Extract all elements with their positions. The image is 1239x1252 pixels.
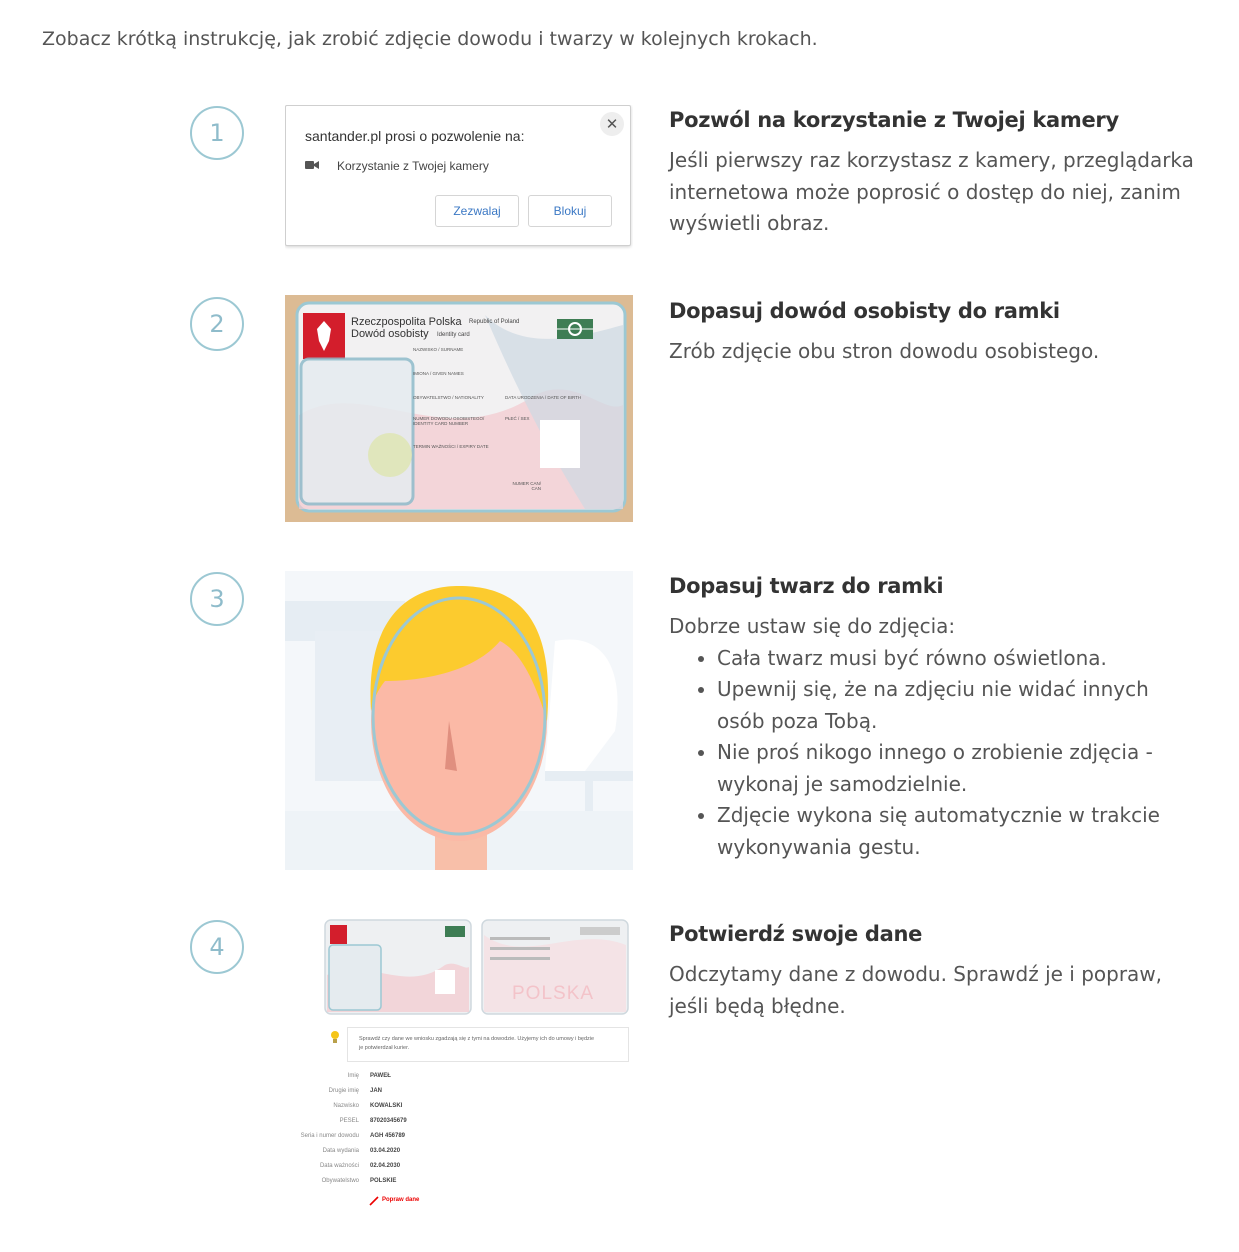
data-label: Imię (347, 1073, 359, 1079)
step-description (669, 611, 1209, 863)
camera-permission-illustration (285, 105, 633, 250)
info-note-text: Sprawdź czy dane we wniosku zgadzają się z tymi na dowodzie. Użyjemy ich do umowy i będzie je potwierdzał kurier. (359, 1036, 595, 1051)
data-value: 87020345679 (370, 1118, 407, 1124)
lightbulb-icon (330, 1030, 340, 1044)
step-description: Zrób zdjęcie obu stron dowodu osobistego. (669, 339, 1100, 363)
card-field-nationality: OBYWATELSTWO / NATIONALITY (413, 395, 484, 400)
data-value: AGH 456789 (370, 1133, 406, 1139)
data-value: 03.04.2020 (370, 1148, 401, 1154)
step-number: 4 (190, 920, 244, 974)
face-illustration (285, 571, 633, 870)
pencil-icon (369, 1196, 379, 1206)
card-field-surname: NAZWISKO / SURNAME (413, 347, 464, 352)
data-value: JAN (370, 1088, 383, 1094)
close-icon[interactable]: ✕ (600, 112, 624, 136)
step-number: 3 (190, 572, 244, 626)
card-country: Rzeczpospolita Polska (351, 316, 462, 328)
intro-text: Zobacz krótką instrukcję, jak zrobić zdjęcie dowodu i twarzy w kolejnych krokach. (42, 28, 818, 50)
permission-text: Korzystanie z Twojej kamery (337, 159, 489, 173)
card-country-en: Republic of Poland (469, 319, 520, 325)
allow-button[interactable]: Zezwalaj (435, 195, 519, 227)
step-title: Dopasuj twarz do ramki (669, 574, 944, 598)
step-description: Odczytamy dane z dowodu. Sprawdź je i popraw, jeśli będą błędne. (669, 962, 1163, 1018)
camera-icon (305, 160, 319, 170)
data-label: Seria i numer dowodu (300, 1133, 359, 1139)
step-title: Potwierdź swoje dane (669, 922, 923, 946)
card-doc: Dowód osobisty (351, 328, 429, 340)
step-number: 1 (190, 106, 244, 160)
data-label: Nazwisko (333, 1103, 359, 1109)
id-card-illustration (285, 295, 633, 522)
data-label: Obywatelstwo (321, 1178, 359, 1184)
list-item: • Upewnij się, że na zdjęciu nie widać innych osób poza Tobą. (717, 674, 1157, 737)
card-field-can: NUMER CAN/ CAN (512, 481, 541, 491)
data-value: POLSKIE (370, 1178, 397, 1184)
card-field-expiry: TERMIN WAŻNOŚCI / EXPIRY DATE (413, 444, 489, 449)
list-item: • Cała twarz musi być równo oświetlona. (717, 643, 1209, 675)
data-label: Data wydania (322, 1148, 359, 1154)
card-field-dob: DATA URODZENIA / DATE OF BIRTH (505, 395, 582, 400)
data-label: PESEL (339, 1118, 359, 1124)
data-label: Drugie imię (328, 1088, 359, 1094)
step-title: Pozwól na korzystanie z Twojej kamery (669, 108, 1119, 132)
fix-data-link[interactable]: Popraw dane (382, 1197, 420, 1203)
card-field-number: NUMER DOWODU OSOBISTEGO/ IDENTITY CARD NUMBER (413, 416, 485, 426)
id-card-background (285, 295, 633, 522)
data-value: KOWALSKI (370, 1103, 403, 1109)
card-field-names: IMIONA / GIVEN NAMES (413, 371, 464, 376)
card-doc-en: Identity card (437, 332, 470, 338)
permission-dialog (285, 105, 631, 246)
step-title: Dopasuj dowód osobisty do ramki (669, 299, 1060, 323)
block-button[interactable]: Blokuj (528, 195, 612, 227)
confirm-data-illustration (285, 915, 635, 1215)
tips-list (669, 643, 1209, 864)
data-value: 02.04.2030 (370, 1163, 401, 1169)
step-lead: Dobrze ustaw się do zdjęcia: (669, 614, 956, 638)
back-card-text: POLSKA (512, 983, 595, 1004)
step-description: Jeśli pierwszy raz korzystasz z kamery, przeglądarka internetowa może poprosić o dostęp do niej, zanim wyświetli obraz. (669, 148, 1194, 235)
dialog-title: santander.pl prosi o pozwolenie na: (305, 128, 525, 144)
list-item: • Zdjęcie wykona się automatycznie w trakcie wykonywania gestu. (717, 800, 1177, 863)
data-value: PAWEŁ (370, 1073, 391, 1079)
card-field-sex: PŁEĆ / SEX (505, 416, 530, 421)
list-item: • Nie proś nikogo innego o zrobienie zdjęcia - wykonaj je samodzielnie. (717, 737, 1177, 800)
step-number: 2 (190, 297, 244, 351)
face-frame-graphic (285, 571, 633, 870)
data-label: Data ważności (319, 1163, 359, 1169)
